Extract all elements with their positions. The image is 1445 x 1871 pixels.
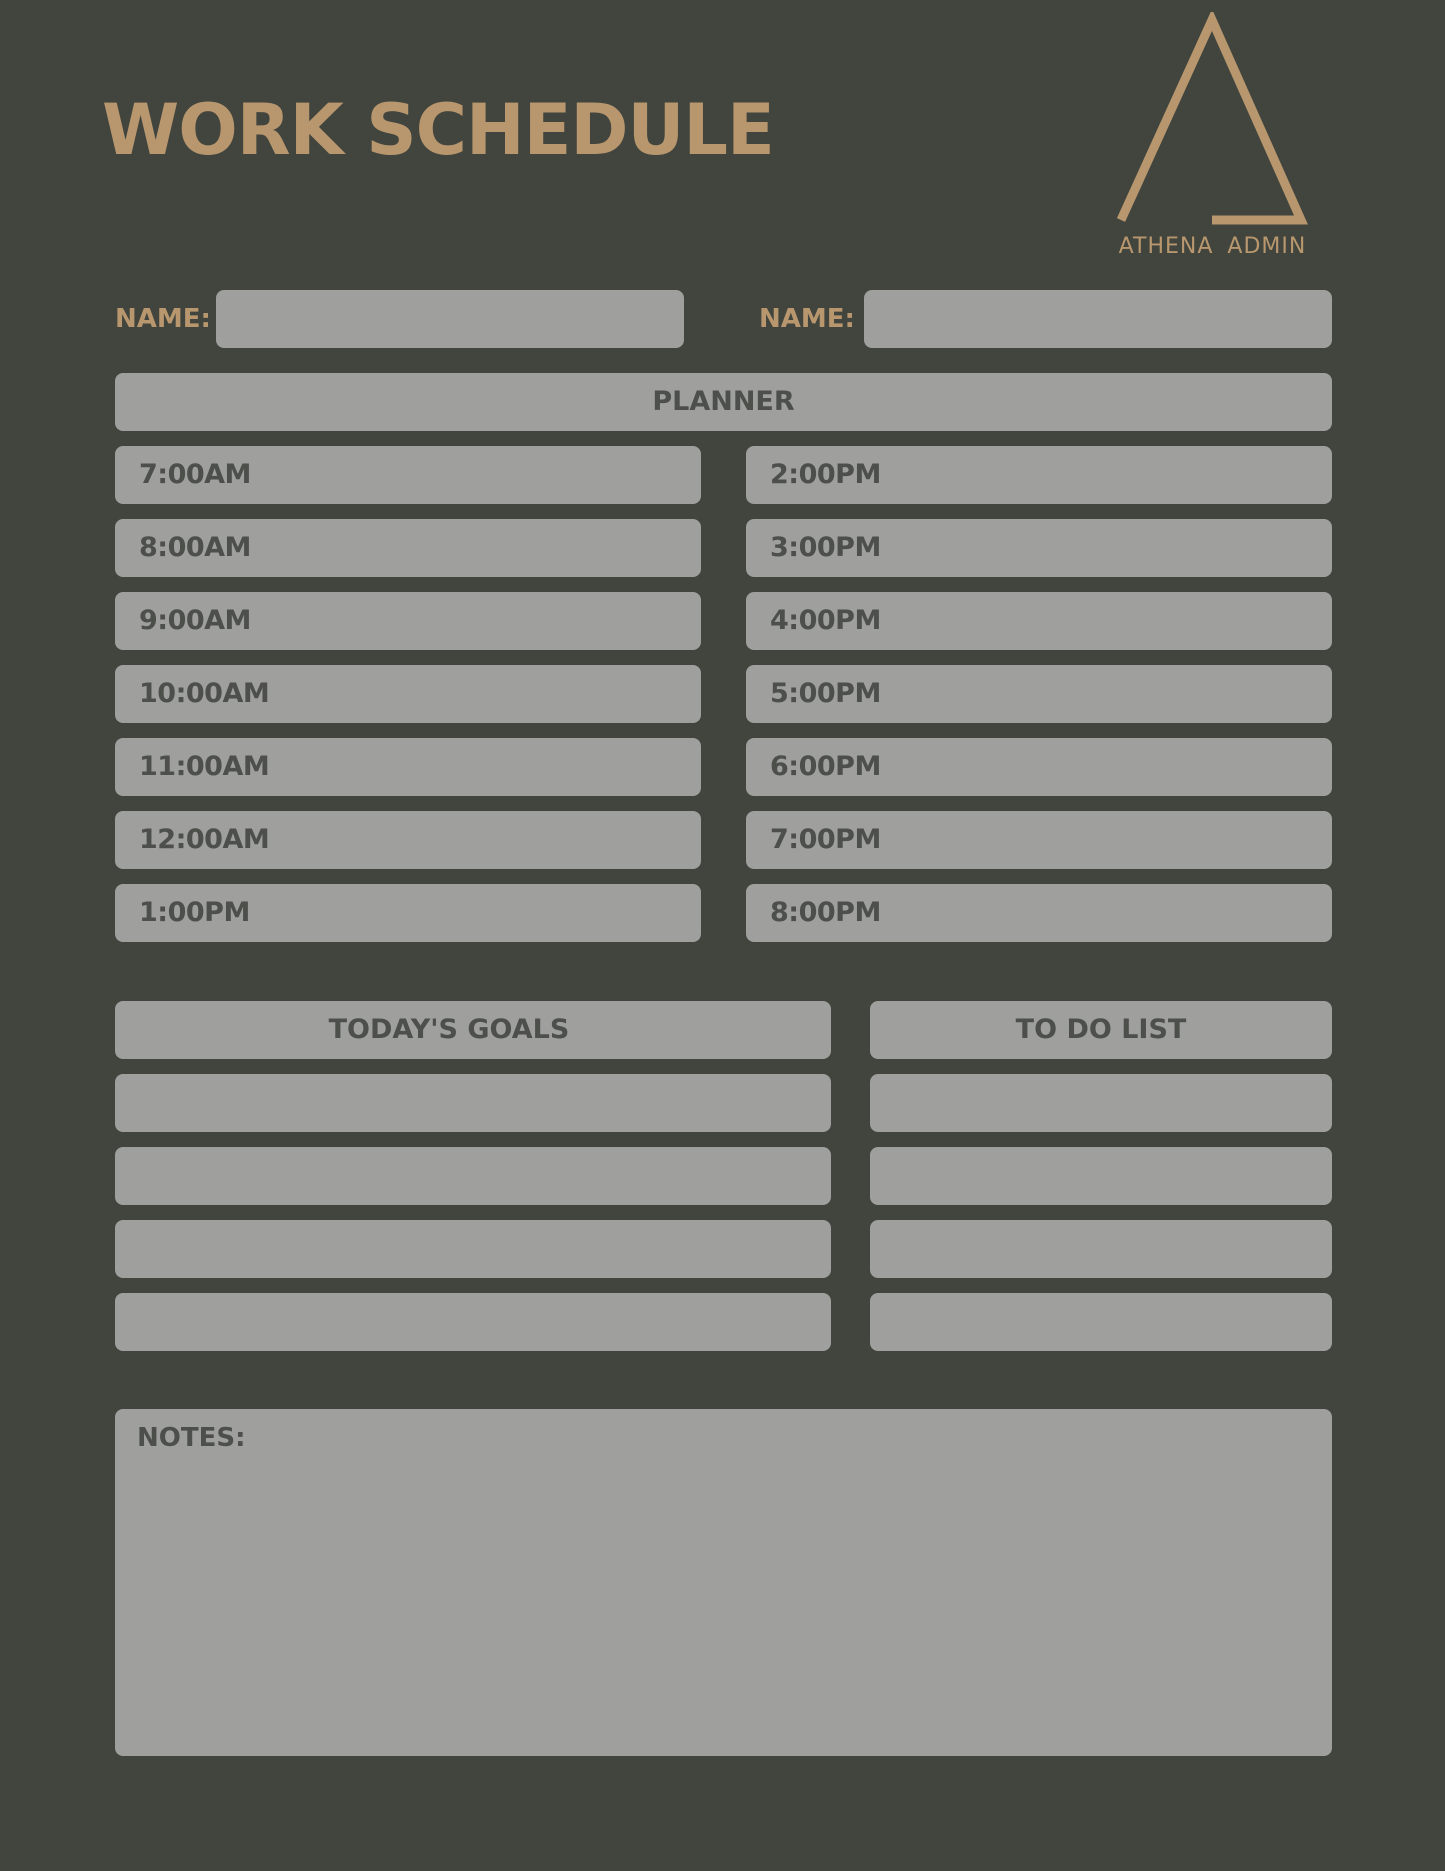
name-label-1: NAME: bbox=[115, 304, 211, 334]
todo-row-4[interactable] bbox=[870, 1293, 1332, 1351]
goals-header: TODAY'S GOALS bbox=[115, 1001, 831, 1059]
goal-row-3[interactable] bbox=[115, 1220, 831, 1278]
notes-box[interactable] bbox=[115, 1409, 1332, 1756]
time-slot-10am[interactable]: 10:00AM bbox=[115, 665, 701, 723]
time-slot-1pm[interactable]: 1:00PM bbox=[115, 884, 701, 942]
page-title: WORK SCHEDULE bbox=[102, 89, 774, 171]
goal-row-4[interactable] bbox=[115, 1293, 831, 1351]
time-slot-5pm[interactable]: 5:00PM bbox=[746, 665, 1332, 723]
time-slot-8am[interactable]: 8:00AM bbox=[115, 519, 701, 577]
time-slot-7am[interactable]: 7:00AM bbox=[115, 446, 701, 504]
name-field-2[interactable] bbox=[864, 290, 1332, 348]
planner-header: PLANNER bbox=[115, 373, 1332, 431]
time-slot-8pm[interactable]: 8:00PM bbox=[746, 884, 1332, 942]
todo-row-3[interactable] bbox=[870, 1220, 1332, 1278]
time-slot-12am[interactable]: 12:00AM bbox=[115, 811, 701, 869]
name-field-1[interactable] bbox=[216, 290, 684, 348]
logo-text: ATHENA ADMIN bbox=[1118, 234, 1307, 259]
goal-row-1[interactable] bbox=[115, 1074, 831, 1132]
todo-row-1[interactable] bbox=[870, 1074, 1332, 1132]
time-slot-11am[interactable]: 11:00AM bbox=[115, 738, 701, 796]
notes-label: NOTES: bbox=[137, 1423, 246, 1453]
todo-row-2[interactable] bbox=[870, 1147, 1332, 1205]
time-slot-4pm[interactable]: 4:00PM bbox=[746, 592, 1332, 650]
logo bbox=[1105, 12, 1320, 272]
todo-header: TO DO LIST bbox=[870, 1001, 1332, 1059]
triangle-logo-icon bbox=[1105, 12, 1320, 227]
time-slot-7pm[interactable]: 7:00PM bbox=[746, 811, 1332, 869]
goal-row-2[interactable] bbox=[115, 1147, 831, 1205]
time-slot-9am[interactable]: 9:00AM bbox=[115, 592, 701, 650]
name-label-2: NAME: bbox=[759, 304, 855, 334]
time-slot-6pm[interactable]: 6:00PM bbox=[746, 738, 1332, 796]
time-slot-3pm[interactable]: 3:00PM bbox=[746, 519, 1332, 577]
time-slot-2pm[interactable]: 2:00PM bbox=[746, 446, 1332, 504]
